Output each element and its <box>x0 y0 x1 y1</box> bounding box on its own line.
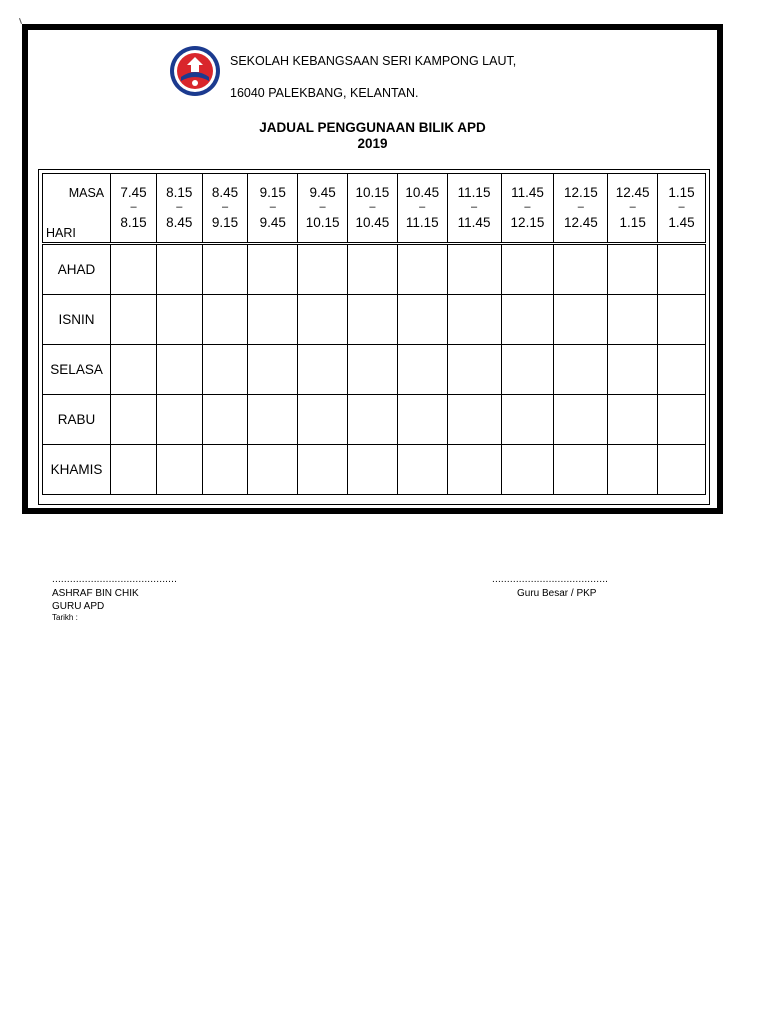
schedule-cell[interactable] <box>348 395 398 445</box>
schedule-table-container <box>38 169 710 505</box>
document-title: JADUAL PENGGUNAAN BILIK APD <box>259 120 486 135</box>
day-label: SELASA <box>43 345 111 395</box>
time-start: 9.15 <box>259 185 286 200</box>
schedule-cell[interactable] <box>554 295 608 345</box>
schedule-cell[interactable] <box>658 295 706 345</box>
schedule-cell[interactable] <box>298 445 348 495</box>
time-start: 7.45 <box>120 185 147 200</box>
time-slot-header <box>608 174 658 244</box>
schedule-cell[interactable] <box>156 395 202 445</box>
school-address: 16040 PALEKBANG, KELANTAN. <box>230 86 419 100</box>
schedule-cell[interactable] <box>397 295 447 345</box>
time-slot-header <box>298 174 348 244</box>
time-start: 10.15 <box>355 185 390 200</box>
table-row <box>43 395 706 445</box>
prepared-by-label: Disediakan oleh, <box>52 508 134 514</box>
schedule-cell[interactable] <box>501 395 554 445</box>
schedule-cell[interactable] <box>156 244 202 295</box>
schedule-cell[interactable] <box>111 395 157 445</box>
time-slot-header <box>348 174 398 244</box>
schedule-cell[interactable] <box>447 395 501 445</box>
date-label: Tarikh : <box>52 613 78 622</box>
time-end: 10.45 <box>355 215 390 230</box>
schedule-cell[interactable] <box>111 345 157 395</box>
time-dash: – <box>130 201 137 213</box>
schedule-cell[interactable] <box>501 295 554 345</box>
schedule-cell[interactable] <box>608 345 658 395</box>
schedule-cell[interactable] <box>348 295 398 345</box>
schedule-cell[interactable] <box>554 244 608 295</box>
time-end: 12.15 <box>510 215 545 230</box>
time-start: 10.45 <box>405 185 440 200</box>
schedule-cell[interactable] <box>608 295 658 345</box>
schedule-cell[interactable] <box>608 395 658 445</box>
header-row <box>43 174 706 244</box>
schedule-cell[interactable] <box>397 395 447 445</box>
time-start: 12.45 <box>615 185 650 200</box>
schedule-cell[interactable] <box>554 395 608 445</box>
masa-label: MASA <box>68 186 105 200</box>
time-start: 12.15 <box>563 185 598 200</box>
time-start: 11.15 <box>457 185 491 200</box>
schedule-cell[interactable] <box>248 395 298 445</box>
time-end: 9.45 <box>259 215 286 230</box>
day-label: AHAD <box>43 244 111 295</box>
schedule-cell[interactable] <box>202 395 248 445</box>
schedule-cell[interactable] <box>397 345 447 395</box>
time-end: 8.15 <box>120 215 147 230</box>
schedule-cell[interactable] <box>298 244 348 295</box>
schedule-cell[interactable] <box>156 345 202 395</box>
time-slot-header <box>202 174 248 244</box>
time-end: 10.15 <box>305 215 340 230</box>
schedule-cell[interactable] <box>248 244 298 295</box>
schedule-cell[interactable] <box>348 244 398 295</box>
schedule-cell[interactable] <box>501 244 554 295</box>
schedule-cell[interactable] <box>447 295 501 345</box>
time-dash: – <box>419 201 426 213</box>
preparer-name: ASHRAF BIN CHIK <box>52 588 139 599</box>
table-row <box>43 345 706 395</box>
time-start: 8.15 <box>166 185 193 200</box>
schedule-cell[interactable] <box>658 395 706 445</box>
schedule-cell[interactable] <box>658 345 706 395</box>
schedule-table <box>42 173 706 495</box>
day-label: RABU <box>43 395 111 445</box>
schedule-cell[interactable] <box>447 244 501 295</box>
day-label: KHAMIS <box>43 445 111 495</box>
hari-label: HARI <box>46 226 76 240</box>
time-dash: – <box>577 201 584 213</box>
time-end: 11.15 <box>405 215 439 230</box>
schedule-cell[interactable] <box>348 445 398 495</box>
schedule-cell[interactable] <box>202 244 248 295</box>
time-slot-header <box>658 174 706 244</box>
time-dash: – <box>678 201 685 213</box>
time-start: 8.45 <box>211 185 239 200</box>
schedule-cell[interactable] <box>501 445 554 495</box>
masa-hari-cell <box>43 174 111 244</box>
time-start: 9.45 <box>309 185 336 200</box>
right-signature-line: ....................................... <box>492 574 609 585</box>
time-start: 1.15 <box>668 185 695 200</box>
schedule-cell[interactable] <box>111 244 157 295</box>
time-slot-header <box>111 174 157 244</box>
time-dash: – <box>524 201 531 213</box>
schedule-cell[interactable] <box>156 445 202 495</box>
schedule-cell[interactable] <box>111 445 157 495</box>
schedule-cell[interactable] <box>248 445 298 495</box>
schedule-cell[interactable] <box>608 244 658 295</box>
time-end: 9.15 <box>211 215 239 230</box>
time-dash: – <box>319 201 326 213</box>
schedule-cell[interactable] <box>298 295 348 345</box>
table-row <box>43 445 706 495</box>
time-slot-header <box>501 174 554 244</box>
document-year: 2019 <box>357 136 388 151</box>
time-dash: – <box>369 201 376 213</box>
time-end: 8.45 <box>166 215 193 230</box>
approved-by-label: Disahkan oleh, <box>521 508 594 514</box>
time-dash: – <box>471 201 478 213</box>
approver-role: Guru Besar / PKP <box>517 588 597 599</box>
schedule-cell[interactable] <box>202 445 248 495</box>
schedule-cell[interactable] <box>111 295 157 345</box>
schedule-cell[interactable] <box>156 295 202 345</box>
time-start: 11.45 <box>511 185 544 200</box>
left-signature-line: .......................................... <box>52 574 178 585</box>
schedule-cell[interactable] <box>202 345 248 395</box>
time-end: 1.15 <box>619 215 646 230</box>
time-dash: – <box>176 201 183 213</box>
time-slot-header <box>156 174 202 244</box>
preparer-role: GURU APD <box>52 601 105 612</box>
table-row <box>43 244 706 295</box>
time-slot-header <box>447 174 501 244</box>
schedule-cell[interactable] <box>658 244 706 295</box>
schedule-frame <box>22 24 723 514</box>
time-slot-header <box>248 174 298 244</box>
schedule-cell[interactable] <box>248 295 298 345</box>
time-dash: – <box>629 201 636 213</box>
schedule-cell[interactable] <box>608 445 658 495</box>
schedule-cell[interactable] <box>658 445 706 495</box>
schedule-cell[interactable] <box>397 244 447 295</box>
schedule-cell[interactable] <box>348 345 398 395</box>
day-label: ISNIN <box>43 295 111 345</box>
time-dash: – <box>269 201 276 213</box>
school-crest-logo <box>169 45 221 97</box>
schedule-cell[interactable] <box>298 345 348 395</box>
schedule-cell[interactable] <box>397 445 447 495</box>
schedule-cell[interactable] <box>447 345 501 395</box>
time-end: 12.45 <box>563 215 598 230</box>
schedule-cell[interactable] <box>554 445 608 495</box>
schedule-cell[interactable] <box>447 445 501 495</box>
time-dash: – <box>221 201 229 213</box>
table-row <box>43 295 706 345</box>
schedule-cell[interactable] <box>501 345 554 395</box>
time-end: 1.45 <box>668 215 695 230</box>
time-slot-header <box>554 174 608 244</box>
schedule-cell[interactable] <box>202 295 248 345</box>
schedule-cell[interactable] <box>248 345 298 395</box>
time-end: 11.45 <box>457 215 491 230</box>
time-slot-header <box>397 174 447 244</box>
schedule-cell[interactable] <box>554 345 608 395</box>
schedule-cell[interactable] <box>298 395 348 445</box>
school-name: SEKOLAH KEBANGSAAN SERI KAMPONG LAUT, <box>230 54 517 68</box>
